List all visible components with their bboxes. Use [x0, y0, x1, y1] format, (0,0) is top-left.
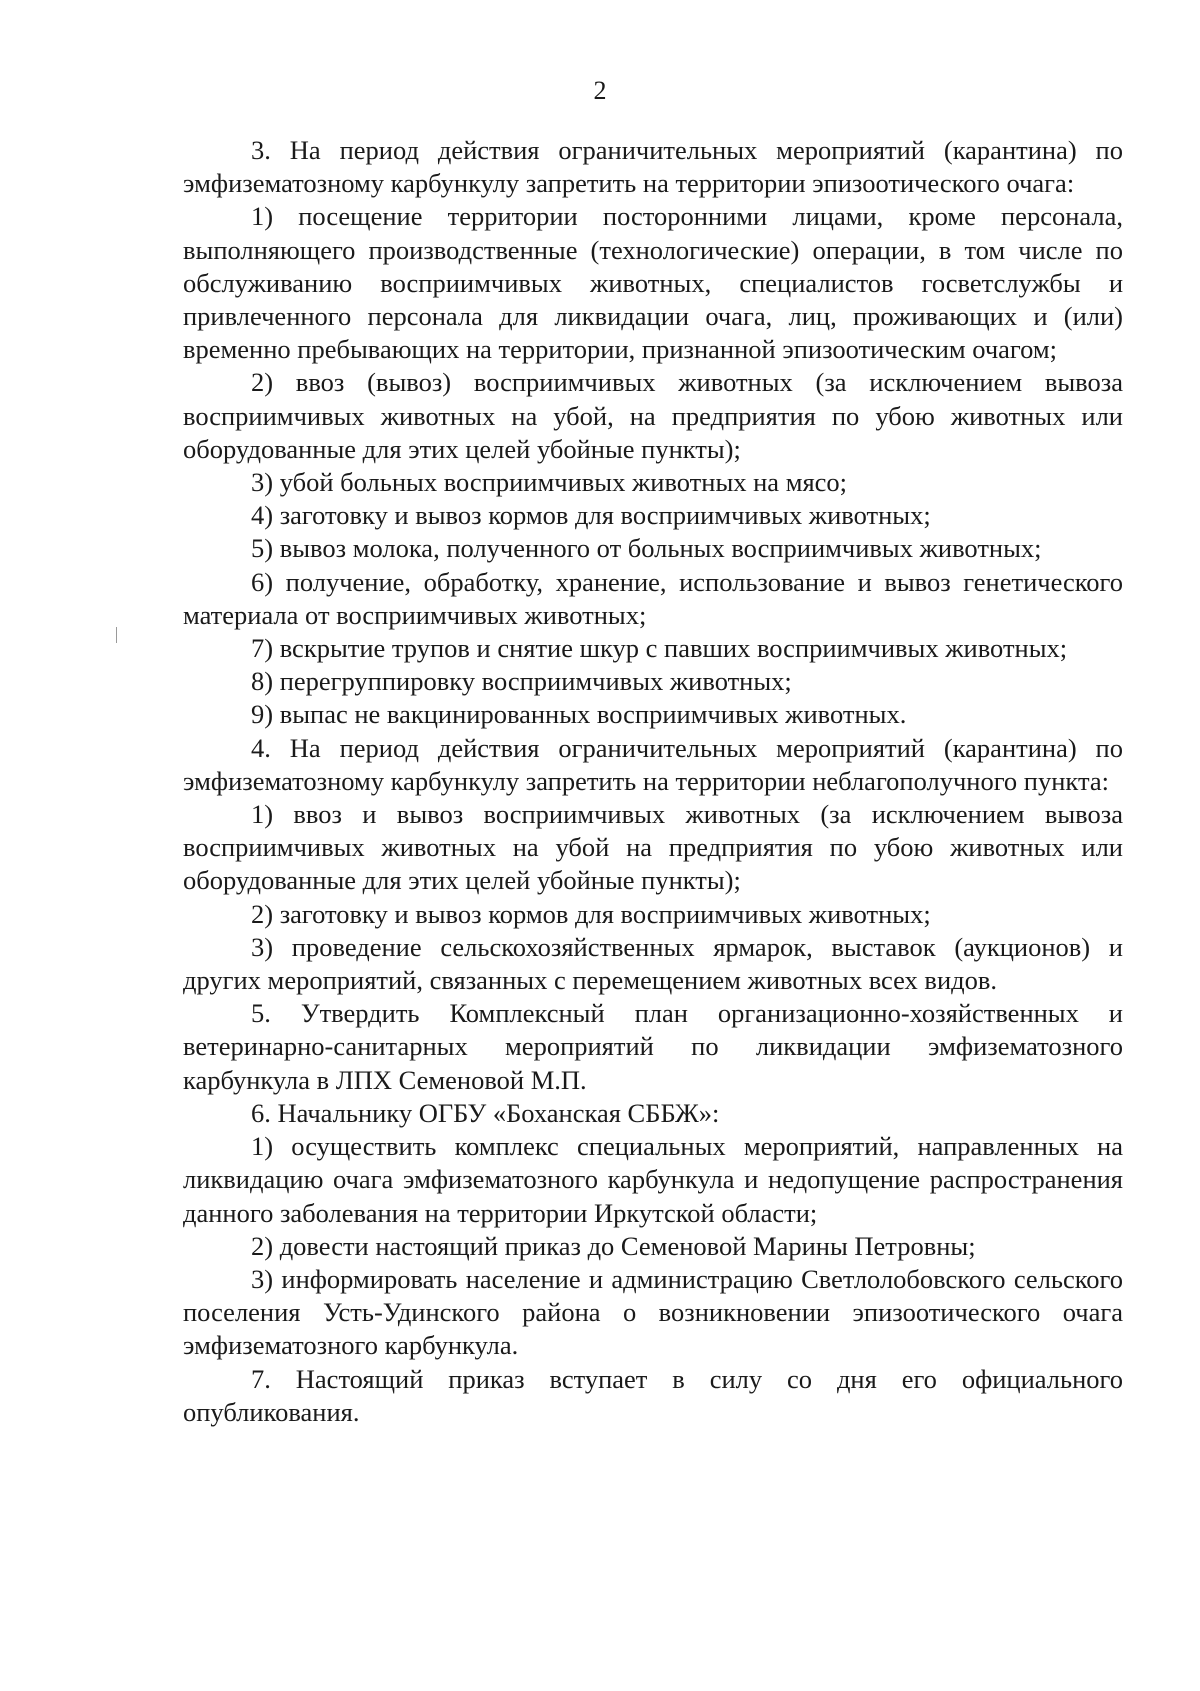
paragraph-3-item-5: 5) вывоз молока, полученного от больных восприимчивых животных;: [251, 533, 1042, 564]
paragraph-3-item-9: 9) выпас не вакцинированных восприимчивых животных.: [251, 699, 907, 730]
paragraph-4-item-3: 3) проведение сельскохозяйственных ярмарок, выставок (аукционов) и других мероприятий, связанных с перемещением животных всех видов.: [183, 931, 1123, 996]
paragraph-4-item-2: 2) заготовку и вывоз кормов для восприимчивых животных;: [251, 898, 931, 929]
paragraph-4-item-1: 1) ввоз и вывоз восприимчивых животных (за исключением вывоза восприимчивых животных на убой на предприятия по убою животных или оборудованные для этих целей убойные пункты);: [183, 799, 1123, 896]
page-number: 2: [593, 76, 607, 105]
document-body: [183, 134, 1123, 1429]
paragraph-6-item-1: 1) осуществить комплекс специальных мероприятий, направленных на ликвидацию очага эмфизематозного карбункула и недопущение распространения данного заболевания на территории Иркутской области;: [183, 1131, 1123, 1228]
paragraph-5: 5. Утвердить Комплексный план организационно-хозяйственных и ветеринарно-санитарных мероприятий по ликвидации эмфизематозного карбункула в ЛПХ Семеновой М.П.: [183, 998, 1123, 1095]
paragraph-6-intro: 6. Начальнику ОГБУ «Боханская СББЖ»:: [251, 1097, 720, 1128]
paragraph-3-item-7: 7) вскрытие трупов и снятие шкур с павших восприимчивых животных;: [251, 633, 1068, 664]
paragraph-3-item-6: 6) получение, обработку, хранение, использование и вывоз генетического материала от восприимчивых животных;: [183, 566, 1123, 630]
paragraph-6-item-3: 3) информировать население и администрацию Светлолобовского сельского поселения Усть-Удинского района о возникновении эпизоотического очага эмфизематозного карбункула.: [183, 1263, 1123, 1361]
paragraph-3-item-2: 2) ввоз (вывоз) восприимчивых животных (за исключением вывоза восприимчивых животных на убой, на предприятия по убою животных или оборудованные для этих целей убойные пункты);: [183, 367, 1123, 464]
paragraph-4-intro: 4. На период действия ограничительных мероприятий (карантина) по эмфизематозному карбункулу запретить на территории неблагополучного пункта:: [183, 732, 1123, 796]
scan-mark: [116, 627, 117, 643]
paragraph-7: 7. Настоящий приказ вступает в силу со дня его официального опубликования.: [183, 1363, 1123, 1427]
paragraph-3-item-8: 8) перегруппировку восприимчивых животных;: [251, 666, 792, 697]
paragraph-3-item-4: 4) заготовку и вывоз кормов для восприимчивых животных;: [251, 500, 931, 531]
paragraph-3-intro: 3. На период действия ограничительных мероприятий (карантина) по эмфизематозному карбункулу запретить на территории эпизоотического очага:: [183, 135, 1123, 199]
paragraph-3-item-3: 3) убой больных восприимчивых животных на мясо;: [251, 467, 848, 498]
paragraph-6-item-2: 2) довести настоящий приказ до Семеновой Марины Петровны;: [251, 1230, 976, 1261]
paragraph-3-item-1: 1) посещение территории посторонними лицами, кроме персонала, выполняющего производственные (технологические) операции, в том числе по обслуживанию восприимчивых животных, специалистов госветслужбы и привлеченного персонала для ликвидации очага, лиц, проживающих и (или) временно пребывающих на территории, признанной эпизоотическим очагом;: [183, 201, 1123, 365]
